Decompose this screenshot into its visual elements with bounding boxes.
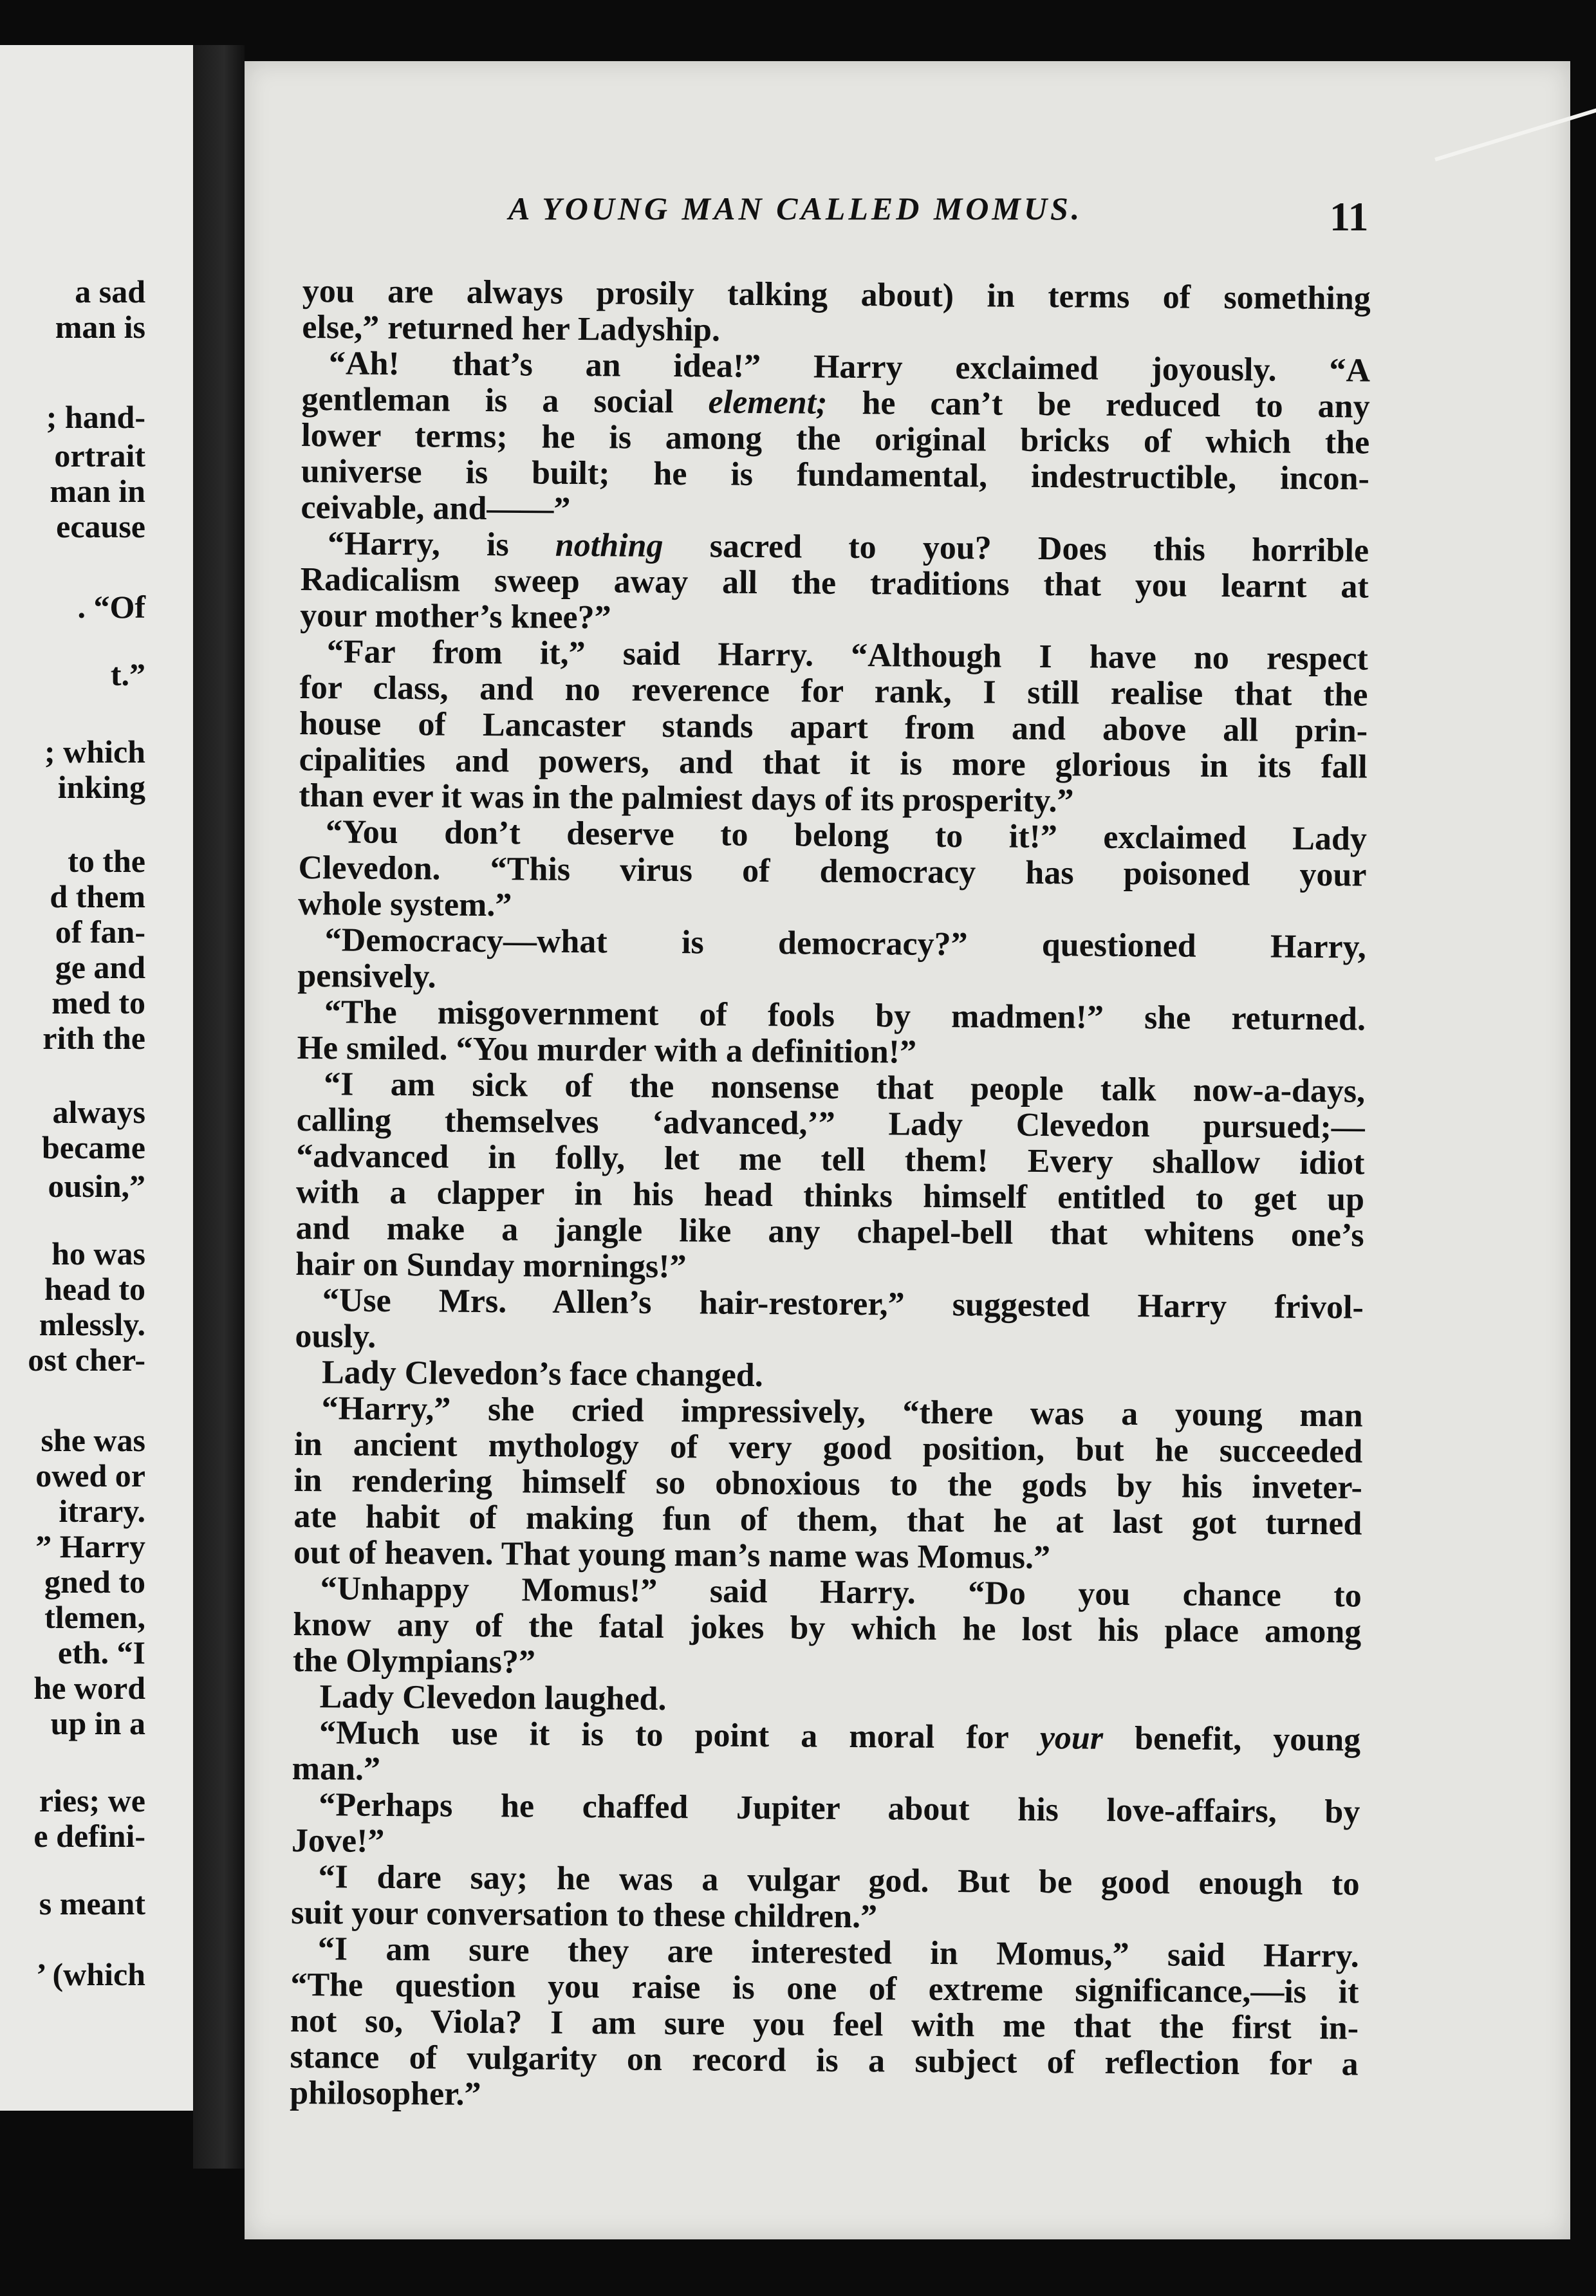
facing-page-line: itrary. [59,1493,145,1529]
italic-emphasis: element; [708,384,828,421]
text-line [290,2075,1358,2119]
text-line-content: pensively. [297,957,436,995]
text-line-content: “Harry,” she cried impressively, “there was a young man [321,1390,1363,1434]
text-line-content: “Use Mrs. Allen’s hair-restorer,” suggested Harry frivol- [322,1282,1364,1326]
text-line-content: “I dare say; he was a vulgar god. But be good enough to [318,1858,1360,1903]
text-line [295,1282,1364,1326]
facing-page-line: ortrait [54,438,145,474]
text-line [292,1787,1360,1831]
text-line-content: “I am sick of the nonsense that people talk now-a-days, [324,1066,1366,1110]
text-line-content: man.” [292,1750,381,1788]
text-line-content: whole system.” [297,885,512,924]
facing-page-line: t.” [110,656,145,692]
text-line-content: in rendering himself so obnoxious to the gods by his inveter- [293,1461,1363,1506]
facing-page-line: ge and [55,949,145,985]
facing-page-line: . “Of [77,589,145,625]
text-line-content: “Harry, is [327,525,556,564]
facing-page-line: ’ (which [36,1956,145,1992]
text-line-content: “Much use it is to point a moral for [319,1714,1041,1757]
facing-page-line: man is [55,309,145,345]
facing-page-line: became [41,1129,145,1165]
text-line-content: philosopher.” [290,2074,481,2113]
text-line-content: “The misgovernment of fools by madmen!” she returned. [324,994,1366,1038]
text-line [298,922,1366,966]
text-line-content: your mother’s knee?” [300,597,611,636]
text-line-content: Jove!” [291,1822,385,1860]
text-line-content: ate habit of making fun of them, that he at last got turned [293,1497,1362,1542]
text-line-content: with a clapper in his head thinks himself entitled to get up [295,1173,1365,1218]
facing-page-line: always [52,1094,145,1130]
facing-page-line: eth. “I [57,1634,145,1671]
text-line-content: Lady Clevedon’s face changed. [321,1354,763,1394]
facing-page-line: owed or [35,1458,145,1494]
book-gutter [193,45,245,2169]
facing-page-line: s meant [39,1885,145,1921]
facing-page-line: ost cher- [28,1342,145,1378]
text-line-content: than ever it was in the palmiest days of its prosperity.” [299,777,1074,820]
facing-page-line: ries; we [39,1782,145,1819]
italic-emphasis: nothing [555,526,663,564]
facing-page-line: tlemen, [44,1599,145,1635]
facing-page-line: gned to [44,1564,145,1600]
text-line-content: for class, and no reverence for rank, I still realise that the [299,669,1368,714]
facing-page-line: inking [57,769,145,805]
facing-page-line: e defini- [33,1818,145,1854]
text-line-content: ceivable, and——” [301,488,571,528]
text-line-content: calling themselves ‘advanced,’” Lady Clevedon pursued;— [296,1101,1365,1146]
facing-page-line: to the [68,843,145,879]
text-line-content: and make a jangle like any chapel-bell that whitens one’s [295,1209,1364,1254]
text-line-content: ously. [295,1317,376,1355]
text-line-content: “I am sure they are interested in Momus,” said Harry. [317,1930,1359,1975]
text-line-content: Lady Clevedon laughed. [319,1678,667,1718]
text-line-content: stance of vulgarity on record is a subject of reflection for a [290,2038,1359,2083]
text-line [292,1715,1360,1759]
text-line-content: Clevedon. “This virus of democracy has poisoned your [298,849,1367,894]
text-line-continuation: he can’t be reduced to any [827,384,1370,425]
text-line-content: in ancient mythology of very good position, but he succeeded [294,1425,1363,1470]
italic-emphasis: your [1039,1719,1104,1757]
facing-page-line: d them [50,878,145,914]
facing-page-line: man in [50,473,145,509]
text-line-content: you are always prosily talking about) in terms of something [302,273,1371,317]
text-line-content: gentleman is a social [301,380,709,421]
text-line-content: else,” returned her Ladyship. [302,308,721,349]
facing-page-line: ousin,” [48,1168,145,1204]
text-line-content: Radicalism sweep away all the traditions that you learnt at [300,560,1369,606]
text-line-content: the Olympians?” [292,1642,536,1681]
text-line-content: lower terms; he is among the original bricks of which the [301,416,1370,461]
facing-page-line: rith the [42,1020,145,1056]
facing-page-line: he word [33,1670,145,1706]
text-line-content: “advanced in folly, let me tell them! Every shallow idiot [296,1137,1365,1182]
facing-page-line: of fan- [55,914,145,950]
text-line-content: cipalities and powers, and that it is more glorious in its fall [299,741,1368,786]
page-number: 11 [1330,194,1369,239]
text-line-content: “Ah! that’s an idea!” Harry exclaimed joyously. “A [328,345,1371,389]
text-line-content: house of Lancaster stands apart from and above all prin- [299,705,1368,750]
facing-page-line: ; hand- [46,399,145,435]
text-line-content: “Unhappy Momus!” said Harry. “Do you chance to [320,1570,1362,1615]
text-line-content: suit your conversation to these children.” [291,1894,878,1936]
text-line-content: hair on Sunday mornings!” [295,1245,687,1286]
text-line-content: “You don’t deserve to belong to it!” exclaimed Lady [325,813,1368,858]
scan-bottom-edge [245,2239,1570,2296]
facing-page-line: she was [41,1422,145,1458]
text-line-content: know any of the fatal jokes by which he lost his place among [293,1606,1362,1651]
text-line-content: “Far from it,” said Harry. “Although I have no respect [326,633,1369,678]
text-line-content: “Democracy—what is democracy?” questioned Harry, [324,921,1366,966]
text-line-content: universe is built; he is fundamental, indestructible, incon- [301,452,1370,497]
facing-page-line: ; which [44,734,145,770]
facing-page-line: a sad [75,273,145,310]
page-body-text [290,273,1371,2119]
facing-page-line: ” Harry [35,1528,145,1564]
facing-page-line: up in a [50,1705,145,1741]
text-line-content: not so, Viola? I am sure you feel with me that the first in- [290,2002,1359,2047]
facing-page-line: ho was [51,1236,145,1272]
text-line-continuation: sacred to you? Does this horrible [663,527,1369,569]
text-line-content: He smiled. “You murder with a definition!” [297,1029,917,1071]
text-line-content: “The question you raise is one of extreme significance,—is it [290,1966,1359,2011]
running-head: A YOUNG MAN CALLED MOMUS. [508,190,1083,227]
text-line-continuation: benefit, young [1102,1719,1361,1759]
text-line-content: “Perhaps he chaffed Jupiter about his love-affairs, by [319,1786,1360,1831]
text-line-content: out of heaven. That young man’s name was Momus.” [293,1533,1051,1577]
facing-page-line: ecause [56,508,145,544]
facing-page-line: mlessly. [39,1306,145,1342]
facing-page-line: med to [51,985,145,1021]
facing-page-line: head to [44,1271,145,1307]
